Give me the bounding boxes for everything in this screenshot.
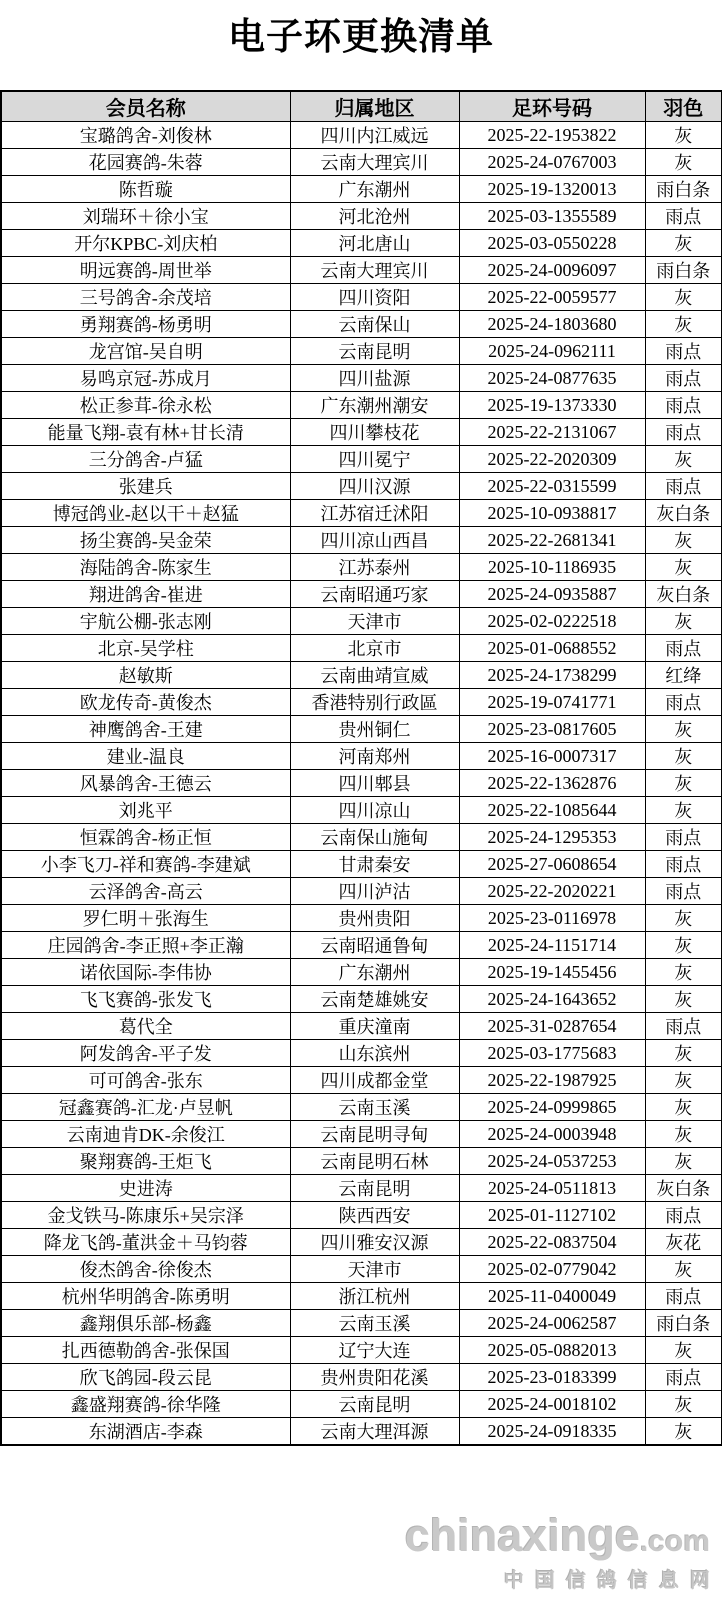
feather-color-cell: 灰	[645, 149, 722, 176]
member-name-cell: 扎西德勒鸽舍-张保国	[1, 1337, 290, 1364]
feather-color-cell: 灰	[645, 986, 722, 1013]
table-row	[1, 905, 722, 932]
table-row	[1, 716, 722, 743]
member-name-cell: 史进涛	[1, 1175, 290, 1202]
feather-color-cell: 雨点	[645, 878, 722, 905]
region-cell: 贵州贵阳花溪	[290, 1364, 459, 1391]
member-name-cell: 俊杰鸽舍-徐俊杰	[1, 1256, 290, 1283]
ring-number-cell: 2025-11-0400049	[459, 1283, 645, 1310]
member-name-cell: 小李飞刀-祥和赛鸽-李建斌	[1, 851, 290, 878]
member-name-cell: 龙宫馆-吴自明	[1, 338, 290, 365]
ring-number-cell: 2025-22-2681341	[459, 527, 645, 554]
feather-color-cell: 灰	[645, 311, 722, 338]
region-cell: 浙江杭州	[290, 1283, 459, 1310]
table-row	[1, 1175, 722, 1202]
feather-color-cell: 雨点	[645, 851, 722, 878]
table-row	[1, 1121, 722, 1148]
ring-number-cell: 2025-19-0741771	[459, 689, 645, 716]
table-row	[1, 635, 722, 662]
table-row	[1, 257, 722, 284]
ring-number-cell: 2025-24-1643652	[459, 986, 645, 1013]
region-cell: 辽宁大连	[290, 1337, 459, 1364]
ring-number-cell: 2025-24-0999865	[459, 1094, 645, 1121]
member-name-cell: 松正参茸-徐永松	[1, 392, 290, 419]
table-row	[1, 230, 722, 257]
ring-number-cell: 2025-19-1373330	[459, 392, 645, 419]
ring-number-cell: 2025-22-1953822	[459, 122, 645, 149]
region-cell: 甘肃秦安	[290, 851, 459, 878]
member-name-cell: 庄园鸽舍-李正照+李正瀚	[1, 932, 290, 959]
region-cell: 江苏宿迁沭阳	[290, 500, 459, 527]
member-name-cell: 神鹰鸽舍-王建	[1, 716, 290, 743]
header-row	[1, 91, 722, 122]
feather-color-cell: 雨点	[645, 203, 722, 230]
ring-number-cell: 2025-01-0688552	[459, 635, 645, 662]
member-name-cell: 扬尘赛鸽-吴金荣	[1, 527, 290, 554]
feather-color-cell: 灰	[645, 1040, 722, 1067]
table-row	[1, 770, 722, 797]
watermark-brand-text: chinaxinge	[404, 1510, 640, 1561]
table-row	[1, 203, 722, 230]
ring-number-cell: 2025-22-1085644	[459, 797, 645, 824]
feather-color-cell: 灰	[645, 1418, 722, 1446]
region-cell: 北京市	[290, 635, 459, 662]
region-cell: 山东滨州	[290, 1040, 459, 1067]
ring-number-cell: 2025-02-0779042	[459, 1256, 645, 1283]
member-name-cell: 勇翔赛鸽-杨勇明	[1, 311, 290, 338]
ring-number-cell: 2025-22-0059577	[459, 284, 645, 311]
region-cell: 云南昆明	[290, 1391, 459, 1418]
feather-color-cell: 雨点	[645, 1364, 722, 1391]
table-row	[1, 284, 722, 311]
member-name-cell: 欧龙传奇-黄俊杰	[1, 689, 290, 716]
region-cell: 河南郑州	[290, 743, 459, 770]
table-row	[1, 1337, 722, 1364]
region-cell: 四川内江威远	[290, 122, 459, 149]
feather-color-cell: 雨点	[645, 1013, 722, 1040]
region-cell: 云南昆明	[290, 1175, 459, 1202]
ring-number-cell: 2025-24-1295353	[459, 824, 645, 851]
header-region: 归属地区	[290, 91, 459, 122]
ring-number-cell: 2025-31-0287654	[459, 1013, 645, 1040]
feather-color-cell: 灰白条	[645, 1175, 722, 1202]
region-cell: 重庆潼南	[290, 1013, 459, 1040]
feather-color-cell: 雨点	[645, 1202, 722, 1229]
ring-number-cell: 2025-05-0882013	[459, 1337, 645, 1364]
member-name-cell: 罗仁明＋张海生	[1, 905, 290, 932]
region-cell: 四川冕宁	[290, 446, 459, 473]
ring-number-cell: 2025-24-0877635	[459, 365, 645, 392]
table-row	[1, 851, 722, 878]
feather-color-cell: 灰	[645, 716, 722, 743]
ring-number-cell: 2025-23-0116978	[459, 905, 645, 932]
watermark-brand-line	[404, 1510, 710, 1561]
table-row	[1, 1229, 722, 1256]
table-row	[1, 797, 722, 824]
table-row	[1, 824, 722, 851]
member-name-cell: 建业-温良	[1, 743, 290, 770]
region-cell: 云南保山	[290, 311, 459, 338]
table-row	[1, 1067, 722, 1094]
table-row	[1, 338, 722, 365]
ring-number-cell: 2025-22-0837504	[459, 1229, 645, 1256]
member-name-cell: 三分鸽舍-卢猛	[1, 446, 290, 473]
region-cell: 四川资阳	[290, 284, 459, 311]
region-cell: 四川攀枝花	[290, 419, 459, 446]
region-cell: 河北沧州	[290, 203, 459, 230]
region-cell: 云南昆明寻甸	[290, 1121, 459, 1148]
member-name-cell: 降龙飞鸽-董洪金＋马钧蓉	[1, 1229, 290, 1256]
member-name-cell: 云南迪肯DK-余俊江	[1, 1121, 290, 1148]
ring-number-cell: 2025-23-0817605	[459, 716, 645, 743]
region-cell: 云南大理宾川	[290, 149, 459, 176]
ring-number-cell: 2025-22-2020221	[459, 878, 645, 905]
ring-number-cell: 2025-22-2131067	[459, 419, 645, 446]
member-name-cell: 张建兵	[1, 473, 290, 500]
chinaxinge-watermark	[404, 1510, 721, 1593]
table-row	[1, 743, 722, 770]
table-row	[1, 311, 722, 338]
region-cell: 云南大理宾川	[290, 257, 459, 284]
region-cell: 河北唐山	[290, 230, 459, 257]
table-row	[1, 608, 722, 635]
member-name-cell: 博冠鸽业-赵以干＋赵猛	[1, 500, 290, 527]
member-name-cell: 鑫翔俱乐部-杨鑫	[1, 1310, 290, 1337]
member-name-cell: 飞飞赛鸽-张发飞	[1, 986, 290, 1013]
feather-color-cell: 雨点	[645, 365, 722, 392]
ring-number-cell: 2025-27-0608654	[459, 851, 645, 878]
watermark-brand-suffix: .com	[639, 1525, 710, 1558]
feather-color-cell: 灰	[645, 1121, 722, 1148]
region-cell: 云南昭通巧家	[290, 581, 459, 608]
region-cell: 天津市	[290, 608, 459, 635]
ring-number-cell: 2025-24-0003948	[459, 1121, 645, 1148]
ring-number-cell: 2025-24-0918335	[459, 1418, 645, 1446]
member-name-cell: 聚翔赛鸽-王炬飞	[1, 1148, 290, 1175]
table-row	[1, 1202, 722, 1229]
ring-number-cell: 2025-22-2020309	[459, 446, 645, 473]
feather-color-cell: 雨点	[645, 824, 722, 851]
member-name-cell: 开尔KPBC-刘庆柏	[1, 230, 290, 257]
member-name-cell: 花园赛鸽-朱蓉	[1, 149, 290, 176]
table-row	[1, 959, 722, 986]
feather-color-cell: 灰	[645, 284, 722, 311]
ring-number-cell: 2025-02-0222518	[459, 608, 645, 635]
table-header	[1, 91, 722, 122]
feather-color-cell: 雨点	[645, 1283, 722, 1310]
member-name-cell: 可可鸽舍-张东	[1, 1067, 290, 1094]
feather-color-cell: 雨点	[645, 392, 722, 419]
member-name-cell: 云泽鸽舍-高云	[1, 878, 290, 905]
region-cell: 广东潮州	[290, 959, 459, 986]
feather-color-cell: 雨白条	[645, 257, 722, 284]
ring-number-cell: 2025-24-0537253	[459, 1148, 645, 1175]
member-name-cell: 宇航公棚-张志刚	[1, 608, 290, 635]
ring-number-cell: 2025-03-1775683	[459, 1040, 645, 1067]
member-name-cell: 海陆鸽舍-陈家生	[1, 554, 290, 581]
member-name-cell: 东湖酒店-李森	[1, 1418, 290, 1446]
table-row	[1, 365, 722, 392]
feather-color-cell: 红绛	[645, 662, 722, 689]
region-cell: 四川凉山西昌	[290, 527, 459, 554]
table-row	[1, 689, 722, 716]
feather-color-cell: 灰	[645, 527, 722, 554]
ring-replacement-table	[0, 90, 722, 1446]
ring-number-cell: 2025-22-1987925	[459, 1067, 645, 1094]
member-name-cell: 杭州华明鸽舍-陈勇明	[1, 1283, 290, 1310]
region-cell: 四川郫县	[290, 770, 459, 797]
region-cell: 四川成都金堂	[290, 1067, 459, 1094]
table-row	[1, 1418, 722, 1446]
ring-number-cell: 2025-23-0183399	[459, 1364, 645, 1391]
ring-number-cell: 2025-24-0962111	[459, 338, 645, 365]
table-row	[1, 1094, 722, 1121]
ring-number-cell: 2025-22-1362876	[459, 770, 645, 797]
ring-number-cell: 2025-24-0767003	[459, 149, 645, 176]
table-row	[1, 1310, 722, 1337]
ring-number-cell: 2025-19-1320013	[459, 176, 645, 203]
table-row	[1, 176, 722, 203]
table-row	[1, 500, 722, 527]
ring-number-cell: 2025-24-1738299	[459, 662, 645, 689]
feather-color-cell: 灰	[645, 1337, 722, 1364]
ring-number-cell: 2025-10-1186935	[459, 554, 645, 581]
region-cell: 云南玉溪	[290, 1094, 459, 1121]
feather-color-cell: 灰	[645, 932, 722, 959]
table-row	[1, 122, 722, 149]
table-body	[1, 122, 722, 1446]
feather-color-cell: 雨白条	[645, 176, 722, 203]
ring-number-cell: 2025-24-0018102	[459, 1391, 645, 1418]
member-name-cell: 鑫盛翔赛鸽-徐华隆	[1, 1391, 290, 1418]
table-row	[1, 662, 722, 689]
feather-color-cell: 灰	[645, 608, 722, 635]
region-cell: 云南大理洱源	[290, 1418, 459, 1446]
region-cell: 四川雅安汉源	[290, 1229, 459, 1256]
region-cell: 天津市	[290, 1256, 459, 1283]
table-row	[1, 1364, 722, 1391]
ring-number-cell: 2025-24-0096097	[459, 257, 645, 284]
ring-number-cell: 2025-10-0938817	[459, 500, 645, 527]
table-row	[1, 932, 722, 959]
watermark-caption: 中国信鸽信息网	[504, 1570, 721, 1592]
member-name-cell: 葛代全	[1, 1013, 290, 1040]
feather-color-cell: 雨点	[645, 338, 722, 365]
feather-color-cell: 雨点	[645, 635, 722, 662]
ring-number-cell: 2025-01-1127102	[459, 1202, 645, 1229]
region-cell: 四川凉山	[290, 797, 459, 824]
feather-color-cell: 灰	[645, 1256, 722, 1283]
feather-color-cell: 灰	[645, 1094, 722, 1121]
member-name-cell: 冠鑫赛鸽-汇龙·卢昱帆	[1, 1094, 290, 1121]
header-feather-color: 羽色	[645, 91, 722, 122]
feather-color-cell: 灰	[645, 446, 722, 473]
feather-color-cell: 雨点	[645, 419, 722, 446]
feather-color-cell: 灰白条	[645, 500, 722, 527]
table-row	[1, 419, 722, 446]
region-cell: 云南昆明石林	[290, 1148, 459, 1175]
member-name-cell: 风暴鸽舍-王德云	[1, 770, 290, 797]
region-cell: 云南玉溪	[290, 1310, 459, 1337]
feather-color-cell: 灰白条	[645, 581, 722, 608]
ring-number-cell: 2025-24-1803680	[459, 311, 645, 338]
table-row	[1, 446, 722, 473]
region-cell: 云南楚雄姚安	[290, 986, 459, 1013]
region-cell: 四川泸沽	[290, 878, 459, 905]
member-name-cell: 明远赛鸽-周世举	[1, 257, 290, 284]
region-cell: 江苏泰州	[290, 554, 459, 581]
feather-color-cell: 灰	[645, 1391, 722, 1418]
ring-number-cell: 2025-24-1151714	[459, 932, 645, 959]
table-row	[1, 1148, 722, 1175]
member-name-cell: 金戈铁马-陈康乐+吴宗泽	[1, 1202, 290, 1229]
member-name-cell: 陈哲璇	[1, 176, 290, 203]
feather-color-cell: 灰	[645, 554, 722, 581]
member-name-cell: 诺依国际-李伟协	[1, 959, 290, 986]
table-row	[1, 473, 722, 500]
table-row	[1, 1256, 722, 1283]
region-cell: 云南昭通鲁甸	[290, 932, 459, 959]
region-cell: 陕西西安	[290, 1202, 459, 1229]
table-row	[1, 986, 722, 1013]
feather-color-cell: 灰花	[645, 1229, 722, 1256]
member-name-cell: 赵敏斯	[1, 662, 290, 689]
feather-color-cell: 雨点	[645, 689, 722, 716]
table-row	[1, 1283, 722, 1310]
feather-color-cell: 灰	[645, 905, 722, 932]
header-ring-number: 足环号码	[459, 91, 645, 122]
member-name-cell: 北京-吴学柱	[1, 635, 290, 662]
member-name-cell: 恒霖鸽舍-杨正恒	[1, 824, 290, 851]
table-row	[1, 1391, 722, 1418]
region-cell: 云南曲靖宣威	[290, 662, 459, 689]
member-name-cell: 欣飞鸽园-段云昆	[1, 1364, 290, 1391]
ring-number-cell: 2025-03-0550228	[459, 230, 645, 257]
member-name-cell: 易鸣京冠-苏成月	[1, 365, 290, 392]
feather-color-cell: 灰	[645, 743, 722, 770]
region-cell: 云南昆明	[290, 338, 459, 365]
feather-color-cell: 灰	[645, 770, 722, 797]
ring-number-cell: 2025-24-0935887	[459, 581, 645, 608]
member-name-cell: 三号鸽舍-余茂培	[1, 284, 290, 311]
ring-number-cell: 2025-24-0511813	[459, 1175, 645, 1202]
ring-number-cell: 2025-24-0062587	[459, 1310, 645, 1337]
feather-color-cell: 灰	[645, 797, 722, 824]
member-name-cell: 翔进鸽舍-崔进	[1, 581, 290, 608]
region-cell: 香港特别行政區	[290, 689, 459, 716]
feather-color-cell: 雨白条	[645, 1310, 722, 1337]
table-row	[1, 1040, 722, 1067]
table-row	[1, 581, 722, 608]
member-name-cell: 刘兆平	[1, 797, 290, 824]
table-row	[1, 1013, 722, 1040]
page-title: 电子环更换清单	[228, 17, 494, 58]
ring-number-cell: 2025-22-0315599	[459, 473, 645, 500]
region-cell: 广东潮州	[290, 176, 459, 203]
member-name-cell: 能量飞翔-袁有林+甘长清	[1, 419, 290, 446]
region-cell: 贵州铜仁	[290, 716, 459, 743]
feather-color-cell: 雨点	[645, 473, 722, 500]
feather-color-cell: 灰	[645, 230, 722, 257]
member-name-cell: 刘瑞环＋徐小宝	[1, 203, 290, 230]
table-row	[1, 554, 722, 581]
feather-color-cell: 灰	[645, 1067, 722, 1094]
region-cell: 云南保山施甸	[290, 824, 459, 851]
member-name-cell: 阿发鸽舍-平子发	[1, 1040, 290, 1067]
table-row	[1, 392, 722, 419]
region-cell: 广东潮州潮安	[290, 392, 459, 419]
feather-color-cell: 灰	[645, 122, 722, 149]
ring-number-cell: 2025-03-1355589	[459, 203, 645, 230]
member-name-cell: 宝璐鸽舍-刘俊林	[1, 122, 290, 149]
feather-color-cell: 灰	[645, 959, 722, 986]
table-row	[1, 149, 722, 176]
ring-number-cell: 2025-19-1455456	[459, 959, 645, 986]
region-cell: 四川盐源	[290, 365, 459, 392]
header-member-name: 会员名称	[1, 91, 290, 122]
table-row	[1, 878, 722, 905]
table-row	[1, 527, 722, 554]
feather-color-cell: 灰	[645, 1148, 722, 1175]
region-cell: 四川汉源	[290, 473, 459, 500]
region-cell: 贵州贵阳	[290, 905, 459, 932]
ring-number-cell: 2025-16-0007317	[459, 743, 645, 770]
